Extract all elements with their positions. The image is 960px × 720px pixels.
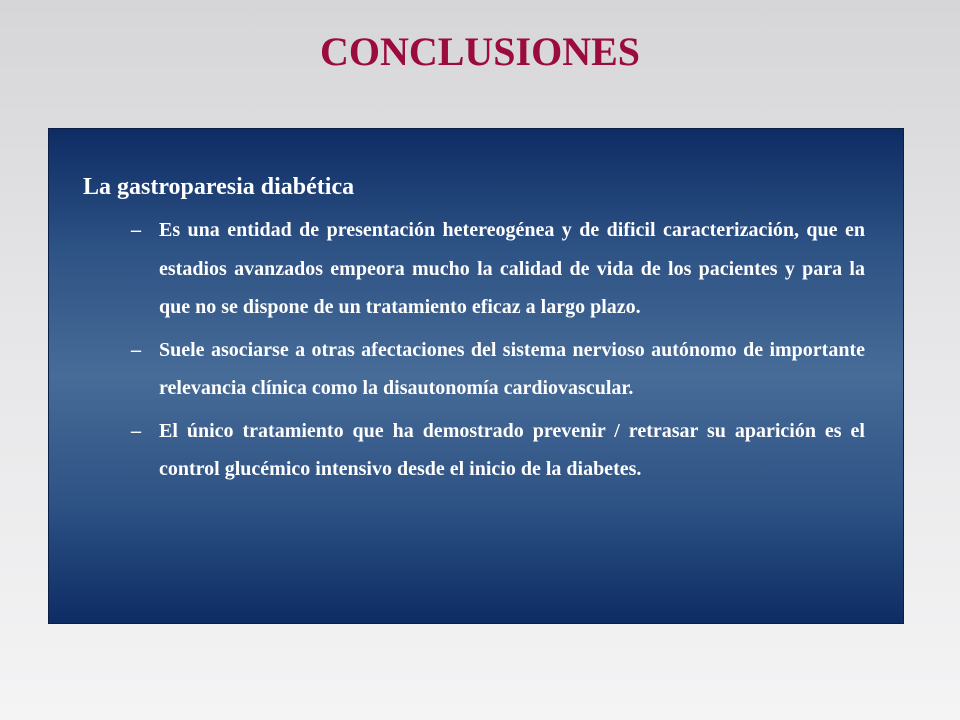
bullet-text: Es una entidad de presentación hetereogénea y de dificil caracterización, que en estadios avanzados empeora mucho la calidad de vida de los pacientes y para la que no se dispone de un tratamiento eficaz a largo plazo. — [159, 219, 865, 318]
bullet-dash: – — [131, 219, 141, 241]
bullet-text: El único tratamiento que ha demostrado prevenir / retrasar su aparición es el control glucémico intensivo desde el inicio de la diabetes. — [159, 419, 865, 480]
bullet-text: Suele asociarse a otras afectaciones del sistema nervioso autónomo de importante relevancia clínica como la disautonomía cardiovascular. — [159, 338, 865, 399]
slide-title: CONCLUSIONES — [319, 29, 641, 74]
bullet-item — [49, 211, 905, 327]
bullet-dash: – — [131, 419, 141, 442]
section-heading: La gastroparesia diabética — [83, 174, 355, 200]
bullet-item — [49, 412, 905, 489]
bullet-item — [49, 331, 905, 408]
content-box — [48, 128, 904, 624]
bullet-dash: – — [131, 338, 141, 361]
bullet-list — [49, 211, 905, 493]
